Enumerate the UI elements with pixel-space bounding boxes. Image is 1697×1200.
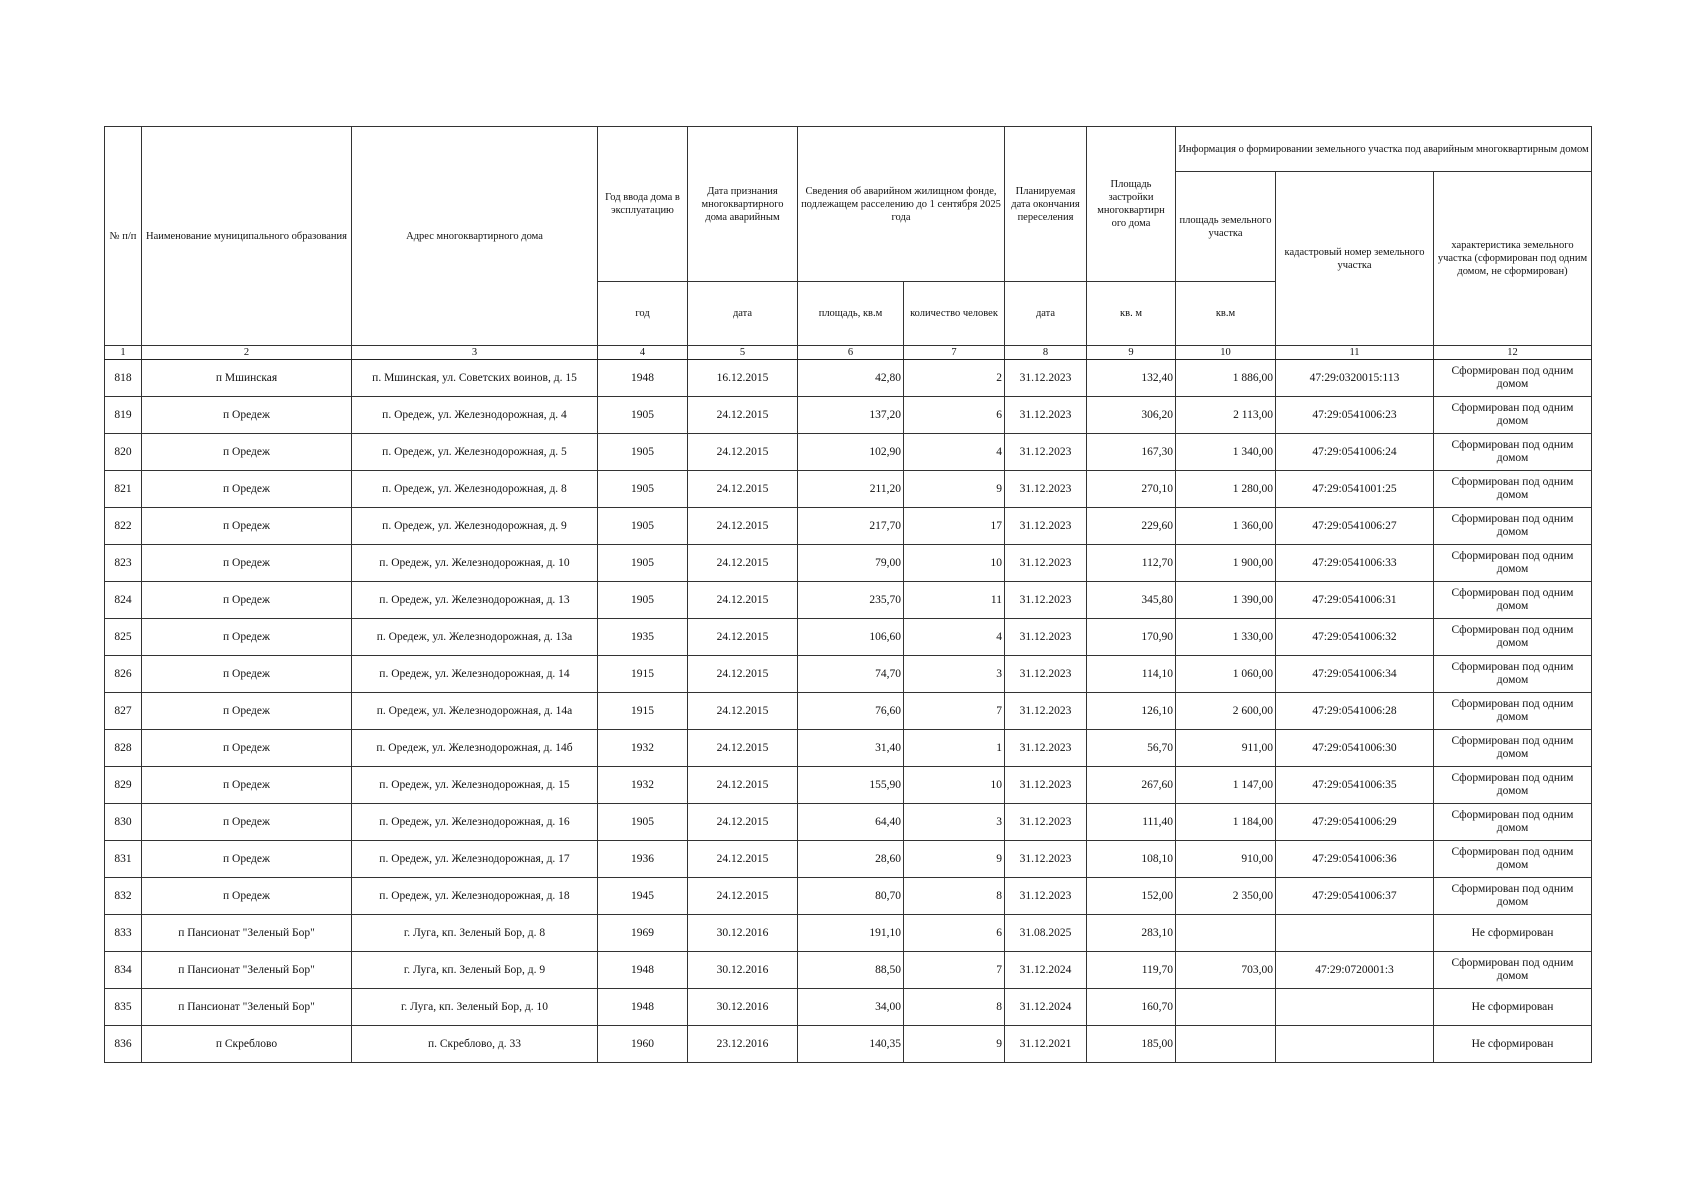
cell-municipality: п Оредеж	[142, 693, 352, 730]
cell-land-area	[1176, 915, 1276, 952]
cell-municipality: п Оредеж	[142, 508, 352, 545]
cell-cadastral	[1276, 1026, 1434, 1063]
cell-date-recognized: 24.12.2015	[688, 693, 798, 730]
cell-planned-date: 31.12.2023	[1005, 619, 1087, 656]
cell-municipality: п Оредеж	[142, 656, 352, 693]
cell-people: 9	[904, 841, 1005, 878]
cell-area: 211,20	[798, 471, 904, 508]
cell-area: 79,00	[798, 545, 904, 582]
cell-area: 64,40	[798, 804, 904, 841]
header-date-recognized: Дата признания многоквартирного дома аварийным	[688, 127, 798, 282]
cell-land-status: Сформирован под одним домом	[1434, 878, 1592, 915]
cell-build-area: 283,10	[1087, 915, 1176, 952]
cell-build-area: 167,30	[1087, 434, 1176, 471]
cell-municipality: п Оредеж	[142, 397, 352, 434]
cell-land-area: 1 330,00	[1176, 619, 1276, 656]
cell-planned-date: 31.12.2023	[1005, 471, 1087, 508]
cell-address: п. Оредеж, ул. Железнодорожная, д. 14б	[352, 730, 598, 767]
cell-build-area: 267,60	[1087, 767, 1176, 804]
cell-land-area	[1176, 989, 1276, 1026]
header-emergency-fund: Сведения об аварийном жилищном фонде, подлежащем расселению до 1 сентября 2025 года	[798, 127, 1005, 282]
cell-municipality: п Оредеж	[142, 767, 352, 804]
cell-municipality: п Оредеж	[142, 804, 352, 841]
cell-area: 140,35	[798, 1026, 904, 1063]
cell-land-area: 1 060,00	[1176, 656, 1276, 693]
cell-num: 822	[105, 508, 142, 545]
table-body	[105, 360, 1592, 1063]
cell-people: 3	[904, 656, 1005, 693]
cell-address: г. Луга, кп. Зеленый Бор, д. 10	[352, 989, 598, 1026]
cell-date-recognized: 24.12.2015	[688, 619, 798, 656]
cell-people: 10	[904, 767, 1005, 804]
cell-address: п. Оредеж, ул. Железнодорожная, д. 13а	[352, 619, 598, 656]
cell-land-area: 1 390,00	[1176, 582, 1276, 619]
cell-build-area: 270,10	[1087, 471, 1176, 508]
cell-land-area: 1 900,00	[1176, 545, 1276, 582]
cell-date-recognized: 24.12.2015	[688, 582, 798, 619]
cell-year-built: 1905	[598, 471, 688, 508]
cell-num: 818	[105, 360, 142, 397]
cell-year-built: 1969	[598, 915, 688, 952]
cell-municipality: п Оредеж	[142, 582, 352, 619]
cell-address: п. Оредеж, ул. Железнодорожная, д. 15	[352, 767, 598, 804]
cell-planned-date: 31.12.2023	[1005, 656, 1087, 693]
cell-year-built: 1948	[598, 360, 688, 397]
cell-municipality: п Оредеж	[142, 434, 352, 471]
cell-build-area: 56,70	[1087, 730, 1176, 767]
cell-date-recognized: 24.12.2015	[688, 730, 798, 767]
cell-land-status: Сформирован под одним домом	[1434, 619, 1592, 656]
cell-year-built: 1936	[598, 841, 688, 878]
cell-municipality: п Оредеж	[142, 471, 352, 508]
cell-num: 836	[105, 1026, 142, 1063]
unit-date2: дата	[1005, 282, 1087, 346]
header-land-char: характеристика земельного участка (сформирован под одним домом, не сформирован)	[1434, 172, 1592, 346]
cell-planned-date: 31.12.2023	[1005, 360, 1087, 397]
unit-sqm: кв. м	[1087, 282, 1176, 346]
cell-land-status: Сформирован под одним домом	[1434, 952, 1592, 989]
cell-cadastral: 47:29:0720001:3	[1276, 952, 1434, 989]
cell-address: п. Оредеж, ул. Железнодорожная, д. 5	[352, 434, 598, 471]
cell-land-status: Сформирован под одним домом	[1434, 767, 1592, 804]
cell-people: 9	[904, 471, 1005, 508]
table-row	[105, 878, 1592, 915]
cell-date-recognized: 24.12.2015	[688, 767, 798, 804]
cell-land-area: 1 184,00	[1176, 804, 1276, 841]
cell-land-area: 911,00	[1176, 730, 1276, 767]
cell-date-recognized: 30.12.2016	[688, 989, 798, 1026]
cell-land-status: Сформирован под одним домом	[1434, 841, 1592, 878]
cell-planned-date: 31.12.2023	[1005, 878, 1087, 915]
table-row	[105, 656, 1592, 693]
table-header	[105, 127, 1592, 360]
cell-build-area: 306,20	[1087, 397, 1176, 434]
cell-area: 191,10	[798, 915, 904, 952]
cell-land-area: 2 113,00	[1176, 397, 1276, 434]
column-number: 2	[142, 346, 352, 360]
cell-area: 106,60	[798, 619, 904, 656]
cell-land-area: 1 280,00	[1176, 471, 1276, 508]
cell-num: 828	[105, 730, 142, 767]
cell-address: п. Оредеж, ул. Железнодорожная, д. 9	[352, 508, 598, 545]
table-row	[105, 471, 1592, 508]
cell-build-area: 152,00	[1087, 878, 1176, 915]
cell-num: 830	[105, 804, 142, 841]
cell-year-built: 1905	[598, 508, 688, 545]
cell-build-area: 114,10	[1087, 656, 1176, 693]
cell-build-area: 132,40	[1087, 360, 1176, 397]
cell-area: 31,40	[798, 730, 904, 767]
cell-build-area: 229,60	[1087, 508, 1176, 545]
cell-address: п. Скреблово, д. 33	[352, 1026, 598, 1063]
cell-build-area: 185,00	[1087, 1026, 1176, 1063]
unit-area: площадь, кв.м	[798, 282, 904, 346]
cell-num: 835	[105, 989, 142, 1026]
cell-year-built: 1932	[598, 730, 688, 767]
cell-cadastral: 47:29:0541006:29	[1276, 804, 1434, 841]
cell-people: 9	[904, 1026, 1005, 1063]
cell-cadastral: 47:29:0541006:23	[1276, 397, 1434, 434]
cell-cadastral: 47:29:0541006:37	[1276, 878, 1434, 915]
cell-address: г. Луга, кп. Зеленый Бор, д. 9	[352, 952, 598, 989]
cell-date-recognized: 24.12.2015	[688, 656, 798, 693]
cell-cadastral: 47:29:0541006:33	[1276, 545, 1434, 582]
table-row	[105, 619, 1592, 656]
cell-address: п. Оредеж, ул. Железнодорожная, д. 4	[352, 397, 598, 434]
cell-people: 7	[904, 693, 1005, 730]
header-planned-date: Планируемая дата окончания переселения	[1005, 127, 1087, 282]
cell-people: 10	[904, 545, 1005, 582]
cell-date-recognized: 24.12.2015	[688, 397, 798, 434]
column-number-row	[105, 346, 1592, 360]
cell-num: 832	[105, 878, 142, 915]
table-row	[105, 767, 1592, 804]
cell-land-status: Сформирован под одним домом	[1434, 397, 1592, 434]
column-number: 7	[904, 346, 1005, 360]
cell-planned-date: 31.12.2023	[1005, 841, 1087, 878]
cell-land-status: Сформирован под одним домом	[1434, 730, 1592, 767]
cell-people: 17	[904, 508, 1005, 545]
cell-num: 824	[105, 582, 142, 619]
cell-num: 833	[105, 915, 142, 952]
cell-people: 4	[904, 434, 1005, 471]
cell-land-area: 2 350,00	[1176, 878, 1276, 915]
cell-cadastral: 47:29:0541006:36	[1276, 841, 1434, 878]
cell-area: 42,80	[798, 360, 904, 397]
cell-municipality: п Оредеж	[142, 545, 352, 582]
cell-planned-date: 31.12.2024	[1005, 952, 1087, 989]
cell-cadastral: 47:29:0541006:28	[1276, 693, 1434, 730]
cell-area: 155,90	[798, 767, 904, 804]
cell-date-recognized: 16.12.2015	[688, 360, 798, 397]
cell-year-built: 1960	[598, 1026, 688, 1063]
column-number: 10	[1176, 346, 1276, 360]
cell-area: 80,70	[798, 878, 904, 915]
cell-area: 34,00	[798, 989, 904, 1026]
cell-municipality: п Скреблово	[142, 1026, 352, 1063]
cell-planned-date: 31.12.2023	[1005, 508, 1087, 545]
header-year-built: Год ввода дома в эксплуатацию	[598, 127, 688, 282]
cell-address: п. Оредеж, ул. Железнодорожная, д. 14	[352, 656, 598, 693]
cell-cadastral	[1276, 989, 1434, 1026]
cell-land-area: 1 340,00	[1176, 434, 1276, 471]
cell-date-recognized: 23.12.2016	[688, 1026, 798, 1063]
cell-address: п. Оредеж, ул. Железнодорожная, д. 8	[352, 471, 598, 508]
column-number: 3	[352, 346, 598, 360]
table-row	[105, 508, 1592, 545]
cell-year-built: 1945	[598, 878, 688, 915]
emergency-housing-table	[104, 126, 1592, 1063]
cell-year-built: 1905	[598, 434, 688, 471]
table-row	[105, 397, 1592, 434]
table-row	[105, 915, 1592, 952]
cell-land-status: Сформирован под одним домом	[1434, 508, 1592, 545]
column-number: 1	[105, 346, 142, 360]
cell-area: 74,70	[798, 656, 904, 693]
cell-planned-date: 31.12.2023	[1005, 434, 1087, 471]
cell-people: 8	[904, 989, 1005, 1026]
table-row	[105, 545, 1592, 582]
cell-municipality: п Пансионат "Зеленый Бор"	[142, 989, 352, 1026]
cell-municipality: п Оредеж	[142, 730, 352, 767]
cell-address: п. Оредеж, ул. Железнодорожная, д. 14а	[352, 693, 598, 730]
cell-cadastral: 47:29:0541006:24	[1276, 434, 1434, 471]
cell-cadastral: 47:29:0541006:31	[1276, 582, 1434, 619]
cell-planned-date: 31.12.2023	[1005, 730, 1087, 767]
cell-area: 217,70	[798, 508, 904, 545]
cell-area: 137,20	[798, 397, 904, 434]
header-cadastral: кадастровый номер земельного участка	[1276, 172, 1434, 346]
cell-people: 7	[904, 952, 1005, 989]
cell-land-area: 2 600,00	[1176, 693, 1276, 730]
table-row	[105, 989, 1592, 1026]
cell-land-area: 1 360,00	[1176, 508, 1276, 545]
cell-num: 827	[105, 693, 142, 730]
cell-year-built: 1948	[598, 952, 688, 989]
cell-cadastral: 47:29:0541006:30	[1276, 730, 1434, 767]
cell-num: 819	[105, 397, 142, 434]
cell-people: 2	[904, 360, 1005, 397]
cell-date-recognized: 24.12.2015	[688, 471, 798, 508]
cell-address: п. Мшинская, ул. Советских воинов, д. 15	[352, 360, 598, 397]
cell-address: п. Оредеж, ул. Железнодорожная, д. 16	[352, 804, 598, 841]
cell-num: 821	[105, 471, 142, 508]
cell-cadastral: 47:29:0541006:32	[1276, 619, 1434, 656]
cell-planned-date: 31.12.2024	[1005, 989, 1087, 1026]
cell-year-built: 1905	[598, 804, 688, 841]
cell-land-area: 910,00	[1176, 841, 1276, 878]
cell-land-status: Не сформирован	[1434, 1026, 1592, 1063]
cell-year-built: 1915	[598, 656, 688, 693]
cell-date-recognized: 30.12.2016	[688, 915, 798, 952]
column-number: 4	[598, 346, 688, 360]
table-row	[105, 841, 1592, 878]
unit-land: кв.м	[1176, 282, 1276, 346]
column-number: 6	[798, 346, 904, 360]
cell-date-recognized: 24.12.2015	[688, 841, 798, 878]
table-row	[105, 434, 1592, 471]
cell-municipality: п Пансионат "Зеленый Бор"	[142, 915, 352, 952]
cell-num: 820	[105, 434, 142, 471]
cell-people: 4	[904, 619, 1005, 656]
cell-planned-date: 31.12.2023	[1005, 693, 1087, 730]
cell-land-status: Не сформирован	[1434, 915, 1592, 952]
cell-area: 28,60	[798, 841, 904, 878]
cell-address: п. Оредеж, ул. Железнодорожная, д. 18	[352, 878, 598, 915]
cell-land-status: Сформирован под одним домом	[1434, 582, 1592, 619]
cell-cadastral: 47:29:0541006:35	[1276, 767, 1434, 804]
table-row	[105, 952, 1592, 989]
cell-cadastral: 47:29:0541001:25	[1276, 471, 1434, 508]
cell-build-area: 119,70	[1087, 952, 1176, 989]
cell-planned-date: 31.12.2023	[1005, 582, 1087, 619]
cell-year-built: 1905	[598, 582, 688, 619]
unit-date: дата	[688, 282, 798, 346]
cell-people: 11	[904, 582, 1005, 619]
cell-land-status: Сформирован под одним домом	[1434, 360, 1592, 397]
cell-address: п. Оредеж, ул. Железнодорожная, д. 10	[352, 545, 598, 582]
cell-land-area: 1 886,00	[1176, 360, 1276, 397]
table-row	[105, 582, 1592, 619]
unit-people: количество человек	[904, 282, 1005, 346]
cell-num: 823	[105, 545, 142, 582]
header-address: Адрес многоквартирного дома	[352, 127, 598, 346]
column-number: 12	[1434, 346, 1592, 360]
cell-num: 826	[105, 656, 142, 693]
header-num: № п/п	[105, 127, 142, 346]
cell-area: 88,50	[798, 952, 904, 989]
cell-num: 831	[105, 841, 142, 878]
cell-municipality: п Мшинская	[142, 360, 352, 397]
cell-land-status: Не сформирован	[1434, 989, 1592, 1026]
cell-land-status: Сформирован под одним домом	[1434, 434, 1592, 471]
cell-year-built: 1932	[598, 767, 688, 804]
cell-cadastral: 47:29:0541006:27	[1276, 508, 1434, 545]
cell-people: 8	[904, 878, 1005, 915]
column-number: 5	[688, 346, 798, 360]
cell-build-area: 112,70	[1087, 545, 1176, 582]
cell-planned-date: 31.12.2023	[1005, 767, 1087, 804]
cell-num: 825	[105, 619, 142, 656]
cell-municipality: п Оредеж	[142, 619, 352, 656]
cell-build-area: 160,70	[1087, 989, 1176, 1026]
cell-land-status: Сформирован под одним домом	[1434, 804, 1592, 841]
cell-planned-date: 31.08.2025	[1005, 915, 1087, 952]
table-row	[105, 360, 1592, 397]
unit-year: год	[598, 282, 688, 346]
column-number: 11	[1276, 346, 1434, 360]
cell-date-recognized: 24.12.2015	[688, 878, 798, 915]
cell-date-recognized: 24.12.2015	[688, 434, 798, 471]
cell-people: 3	[904, 804, 1005, 841]
cell-year-built: 1935	[598, 619, 688, 656]
cell-land-status: Сформирован под одним домом	[1434, 471, 1592, 508]
cell-land-status: Сформирован под одним домом	[1434, 656, 1592, 693]
cell-year-built: 1905	[598, 545, 688, 582]
cell-date-recognized: 24.12.2015	[688, 804, 798, 841]
cell-area: 102,90	[798, 434, 904, 471]
cell-build-area: 111,40	[1087, 804, 1176, 841]
cell-municipality: п Оредеж	[142, 841, 352, 878]
cell-planned-date: 31.12.2023	[1005, 397, 1087, 434]
cell-cadastral: 47:29:0541006:34	[1276, 656, 1434, 693]
cell-build-area: 170,90	[1087, 619, 1176, 656]
cell-land-area	[1176, 1026, 1276, 1063]
header-build-area: Площадь застройки многоквартирн ого дома	[1087, 127, 1176, 282]
cell-address: г. Луга, кп. Зеленый Бор, д. 8	[352, 915, 598, 952]
cell-date-recognized: 24.12.2015	[688, 545, 798, 582]
cell-num: 829	[105, 767, 142, 804]
cell-municipality: п Пансионат "Зеленый Бор"	[142, 952, 352, 989]
cell-address: п. Оредеж, ул. Железнодорожная, д. 13	[352, 582, 598, 619]
header-land-info: Информация о формировании земельного участка под аварийным многоквартирным домом	[1176, 127, 1592, 172]
cell-cadastral	[1276, 915, 1434, 952]
cell-area: 235,70	[798, 582, 904, 619]
cell-date-recognized: 30.12.2016	[688, 952, 798, 989]
cell-land-status: Сформирован под одним домом	[1434, 693, 1592, 730]
cell-area: 76,60	[798, 693, 904, 730]
cell-build-area: 108,10	[1087, 841, 1176, 878]
cell-num: 834	[105, 952, 142, 989]
cell-planned-date: 31.12.2021	[1005, 1026, 1087, 1063]
cell-build-area: 345,80	[1087, 582, 1176, 619]
cell-land-area: 1 147,00	[1176, 767, 1276, 804]
cell-year-built: 1948	[598, 989, 688, 1026]
table-row	[105, 804, 1592, 841]
housing-table-sheet	[104, 126, 1592, 1063]
column-number: 9	[1087, 346, 1176, 360]
cell-people: 1	[904, 730, 1005, 767]
table-row	[105, 1026, 1592, 1063]
cell-land-area: 703,00	[1176, 952, 1276, 989]
cell-year-built: 1915	[598, 693, 688, 730]
cell-build-area: 126,10	[1087, 693, 1176, 730]
cell-people: 6	[904, 397, 1005, 434]
cell-land-status: Сформирован под одним домом	[1434, 545, 1592, 582]
cell-address: п. Оредеж, ул. Железнодорожная, д. 17	[352, 841, 598, 878]
table-row	[105, 693, 1592, 730]
header-land-area: площадь земельного участка	[1176, 172, 1276, 282]
column-number: 8	[1005, 346, 1087, 360]
table-row	[105, 730, 1592, 767]
cell-planned-date: 31.12.2023	[1005, 545, 1087, 582]
cell-people: 6	[904, 915, 1005, 952]
header-municipality: Наименование муниципального образования	[142, 127, 352, 346]
cell-planned-date: 31.12.2023	[1005, 804, 1087, 841]
cell-municipality: п Оредеж	[142, 878, 352, 915]
cell-year-built: 1905	[598, 397, 688, 434]
cell-date-recognized: 24.12.2015	[688, 508, 798, 545]
cell-cadastral: 47:29:0320015:113	[1276, 360, 1434, 397]
